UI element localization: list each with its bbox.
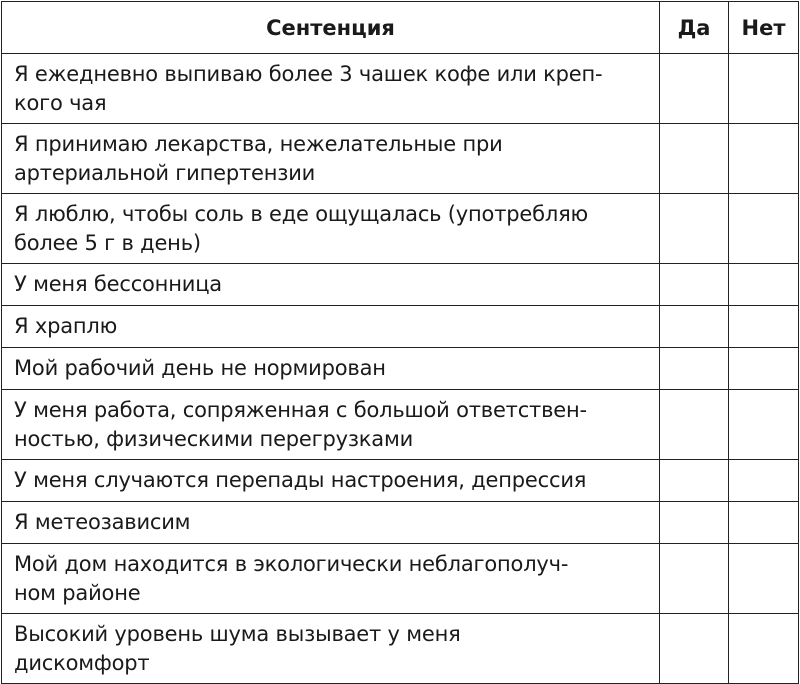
yes-checkbox-cell[interactable] (660, 390, 729, 460)
sentence-cell: У меня случаются перепады настроения, депрессия (2, 460, 660, 502)
header-yes: Да (660, 2, 729, 54)
table-row (2, 306, 799, 348)
table-row (2, 544, 799, 614)
yes-checkbox-cell[interactable] (660, 460, 729, 502)
yes-checkbox-cell[interactable] (660, 614, 729, 684)
sentence-cell: Я храплю (2, 306, 660, 348)
yes-checkbox-cell[interactable] (660, 306, 729, 348)
no-checkbox-cell[interactable] (729, 124, 799, 194)
yes-checkbox-cell[interactable] (660, 502, 729, 544)
no-checkbox-cell[interactable] (729, 348, 799, 390)
sentence-cell: Мой рабочий день не нормирован (2, 348, 660, 390)
questionnaire-table (1, 1, 799, 684)
sentence-cell: Я люблю, чтобы соль в еде ощущалась (употребляю более 5 г в день) (2, 194, 660, 264)
table-row (2, 348, 799, 390)
sentence-cell: Мой дом находится в экологически неблагополуч- ном районе (2, 544, 660, 614)
no-checkbox-cell[interactable] (729, 614, 799, 684)
no-checkbox-cell[interactable] (729, 460, 799, 502)
no-checkbox-cell[interactable] (729, 306, 799, 348)
header-no: Нет (729, 2, 799, 54)
yes-checkbox-cell[interactable] (660, 264, 729, 306)
no-checkbox-cell[interactable] (729, 390, 799, 460)
table-row (2, 194, 799, 264)
table-row (2, 264, 799, 306)
yes-checkbox-cell[interactable] (660, 54, 729, 124)
header-row (2, 2, 799, 54)
header-sentence: Сентенция (2, 2, 660, 54)
table-row (2, 124, 799, 194)
table-row (2, 390, 799, 460)
sentence-cell: Я метеозависим (2, 502, 660, 544)
no-checkbox-cell[interactable] (729, 502, 799, 544)
sentence-cell: У меня бессонница (2, 264, 660, 306)
no-checkbox-cell[interactable] (729, 264, 799, 306)
table-row (2, 54, 799, 124)
sentence-cell: Высокий уровень шума вызывает у меня дискомфорт (2, 614, 660, 684)
no-checkbox-cell[interactable] (729, 194, 799, 264)
no-checkbox-cell[interactable] (729, 54, 799, 124)
yes-checkbox-cell[interactable] (660, 544, 729, 614)
table-row (2, 502, 799, 544)
sentence-cell: Я принимаю лекарства, нежелательные при артериальной гипертензии (2, 124, 660, 194)
no-checkbox-cell[interactable] (729, 544, 799, 614)
sentence-cell: Я ежедневно выпиваю более 3 чашек кофе или креп- кого чая (2, 54, 660, 124)
yes-checkbox-cell[interactable] (660, 124, 729, 194)
table-row (2, 460, 799, 502)
yes-checkbox-cell[interactable] (660, 348, 729, 390)
yes-checkbox-cell[interactable] (660, 194, 729, 264)
sentence-cell: У меня работа, сопряженная с большой ответствен- ностью, физическими перегрузками (2, 390, 660, 460)
table-row (2, 614, 799, 684)
